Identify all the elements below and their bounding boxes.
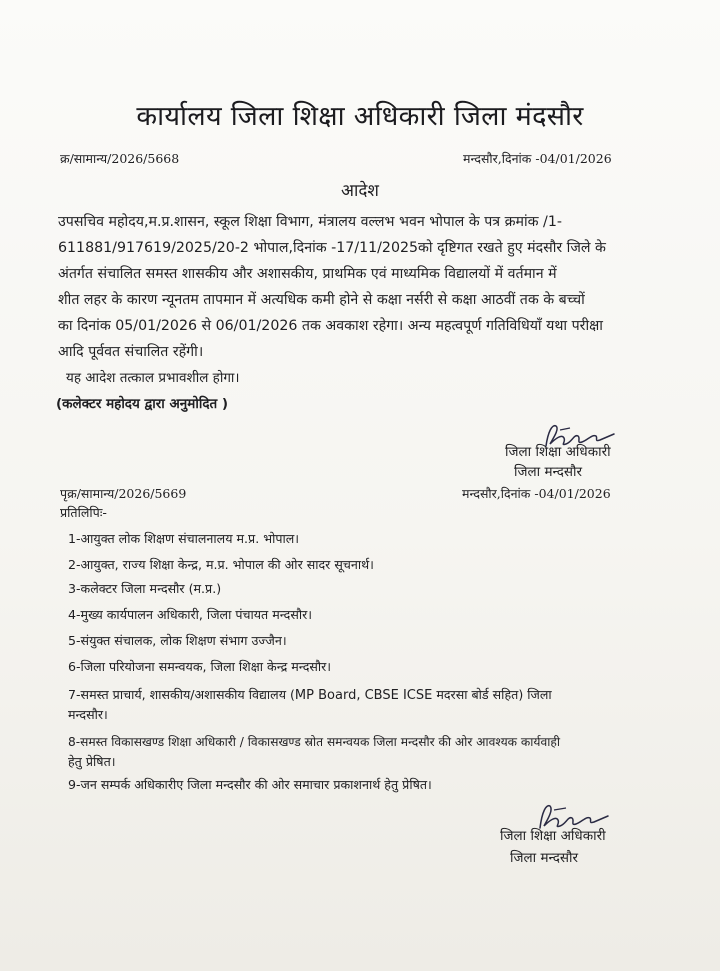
order-body-line: 611881/917619/2025/20-2 भोपाल,दिनांक -17/11/2025को दृष्टिगत रखते हुए मंदसौर जिले के [58, 240, 606, 256]
effective-line: यह आदेश तत्काल प्रभावशील होगा। [66, 370, 240, 386]
cc-item: 5-संयुक्त संचालक, लोक शिक्षण संभाग उज्जैन। [68, 633, 287, 648]
endorsement-place-date: मन्दसौर,दिनांक -04/01/2026 [462, 486, 611, 501]
approval-note: (कलेक्टर महोदय द्वारा अनुमोदित ) [56, 396, 229, 412]
cc-item-7-suffix: मदरसा बोर्ड सहित) जिला [432, 687, 552, 702]
order-place-date: मन्दसौर,दिनांक -04/01/2026 [463, 151, 612, 166]
order-body-line: उपसचिव महोदय,म.प्र.शासन, स्कूल शिक्षा विभाग, मंत्रालय वल्लभ भवन भोपाल के पत्र क्रमांक /1- [58, 214, 562, 230]
cc-item: 4-मुख्य कार्यपालन अधिकारी, जिला पंचायत मन्दसौर। [68, 607, 313, 622]
cc-item-7 [68, 686, 552, 703]
cc-item-7-prefix: 7-समस्त प्राचार्य, शासकीय/अशासकीय विद्यालय ( [68, 687, 295, 702]
cc-label: प्रतिलिपिः- [60, 505, 107, 520]
cc-item: 3-कलेक्टर जिला मन्दसौर (म.प्र.) [68, 581, 222, 596]
signature-2-district: जिला मन्दसौर [510, 850, 579, 866]
order-body-line: का दिनांक 05/01/2026 से 06/01/2026 तक अवकाश रहेगा। अन्य महत्वपूर्ण गतिविधियाँ यथा परीक्षा [58, 318, 603, 334]
order-body-line: अंतर्गत संचालित समस्त शासकीय और अशासकीय, प्राथमिक एवं माध्यमिक विद्यालयों में वर्तमान में [58, 266, 557, 282]
cc-item-9: 9-जन सम्पर्क अधिकारीए जिला मन्दसौर की ओर समाचार प्रकाशनार्थ हेतु प्रेषित। [68, 777, 432, 792]
order-body-line: आदि पूर्ववत संचालित रहेंगी। [58, 344, 204, 360]
order-body-line: शीत लहर के कारण न्यूनतम तापमान में अत्यधिक कमी होने से कक्षा नर्सरी से कक्षा आठवीं तक के बच्चों [58, 292, 585, 308]
cc-item-8-line-2: हेतु प्रेषित। [68, 754, 116, 769]
cc-item: 6-जिला परियोजना समन्वयक, जिला शिक्षा केन्द्र मन्दसौर। [68, 659, 332, 674]
order-heading: आदेश [341, 181, 379, 201]
cc-item-7-boards: MP Board, CBSE ICSE [294, 688, 433, 703]
cc-item: 1-आयुक्त लोक शिक्षण संचालनालय म.प्र. भोपाल। [68, 531, 300, 546]
cc-item-8-line-1: 8-समस्त विकासखण्ड शिक्षा अधिकारी / विकासखण्ड स्रोत समन्वयक जिला मन्दसौर की ओर आवश्यक कार्यवाही [68, 735, 561, 749]
signature-1-designation: जिला शिक्षा अधिकारी [505, 444, 611, 460]
signature-2-designation: जिला शिक्षा अधिकारी [500, 828, 606, 844]
signature-1-district: जिला मन्दसौर [514, 464, 583, 480]
office-title: कार्यालय जिला शिक्षा अधिकारी जिला मंदसौर [136, 101, 584, 132]
cc-item: 2-आयुक्त, राज्य शिक्षा केन्द्र, म.प्र. भोपाल की ओर सादर सूचनार्थ। [68, 557, 374, 572]
endorsement-reference-number: पृक्र/सामान्य/2026/5669 [60, 486, 187, 501]
cc-item-7-line-2: मन्दसौर। [68, 707, 108, 722]
order-reference-number: क्र/सामान्य/2026/5668 [60, 151, 180, 166]
